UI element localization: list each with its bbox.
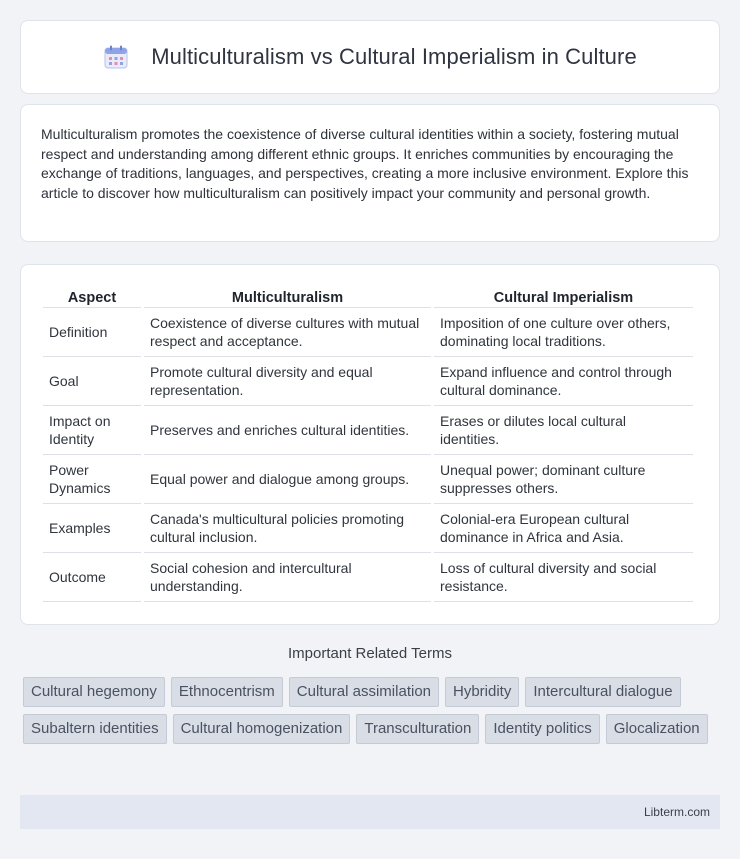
column-header-multiculturalism: Multiculturalism <box>144 287 431 308</box>
cell-cultural-imperialism: Erases or dilutes local cultural identities. <box>434 406 693 455</box>
related-term-tag[interactable]: Intercultural dialogue <box>525 677 680 707</box>
cell-multiculturalism: Equal power and dialogue among groups. <box>144 455 431 504</box>
table-row <box>43 553 693 602</box>
header-card <box>20 20 720 94</box>
related-term-tag[interactable]: Subaltern identities <box>23 714 167 744</box>
related-term-tag[interactable]: Glocalization <box>606 714 708 744</box>
cell-multiculturalism: Social cohesion and intercultural understanding. <box>144 553 431 602</box>
table-row <box>43 455 693 504</box>
cell-cultural-imperialism: Unequal power; dominant culture suppresses others. <box>434 455 693 504</box>
cell-multiculturalism: Coexistence of diverse cultures with mutual respect and acceptance. <box>144 308 431 357</box>
table-row <box>43 308 693 357</box>
comparison-table <box>40 287 696 602</box>
page-title: Multiculturalism vs Cultural Imperialism in Culture <box>151 44 637 69</box>
footer <box>20 795 720 829</box>
comparison-table-card <box>20 264 720 625</box>
related-term-tag[interactable]: Identity politics <box>485 714 599 744</box>
related-term-tag[interactable]: Cultural hegemony <box>23 677 165 707</box>
table-header-row <box>43 287 693 308</box>
related-term-tag[interactable]: Hybridity <box>445 677 519 707</box>
column-header-aspect: Aspect <box>43 287 141 308</box>
cell-multiculturalism: Promote cultural diversity and equal representation. <box>144 357 431 406</box>
cell-cultural-imperialism: Imposition of one culture over others, dominating local traditions. <box>434 308 693 357</box>
calendar-icon <box>103 44 129 70</box>
related-term-tag[interactable]: Cultural homogenization <box>173 714 351 744</box>
table-row <box>43 357 693 406</box>
cell-aspect: Goal <box>43 357 141 406</box>
related-terms-title: Important Related Terms <box>288 645 452 662</box>
cell-multiculturalism: Preserves and enriches cultural identities. <box>144 406 431 455</box>
cell-aspect: Examples <box>43 504 141 553</box>
column-header-cultural-imperialism: Cultural Imperialism <box>434 287 693 308</box>
cell-cultural-imperialism: Loss of cultural diversity and social resistance. <box>434 553 693 602</box>
cell-aspect: Outcome <box>43 553 141 602</box>
cell-cultural-imperialism: Colonial-era European cultural dominance in Africa and Asia. <box>434 504 693 553</box>
related-term-tag[interactable]: Ethnocentrism <box>171 677 283 707</box>
table-row <box>43 504 693 553</box>
cell-aspect: Power Dynamics <box>43 455 141 504</box>
related-term-tag[interactable]: Transculturation <box>356 714 479 744</box>
related-terms-list <box>23 677 723 744</box>
table-row <box>43 406 693 455</box>
intro-card <box>20 104 720 242</box>
intro-text: Multiculturalism promotes the coexistence of diverse cultural identities within a society, fostering mutual respect and understanding among different ethnic groups. It enriches communities by encouraging the exchange of traditions, languages, and perspectives, creating a more inclusive environment. Explore this article to discover how multiculturalism can positively impact your community and personal growth. <box>41 126 689 201</box>
cell-multiculturalism: Canada's multicultural policies promoting cultural inclusion. <box>144 504 431 553</box>
footer-site-link[interactable]: Libterm.com <box>643 805 710 819</box>
cell-aspect: Definition <box>43 308 141 357</box>
cell-aspect: Impact on Identity <box>43 406 141 455</box>
cell-cultural-imperialism: Expand influence and control through cultural dominance. <box>434 357 693 406</box>
related-term-tag[interactable]: Cultural assimilation <box>289 677 439 707</box>
